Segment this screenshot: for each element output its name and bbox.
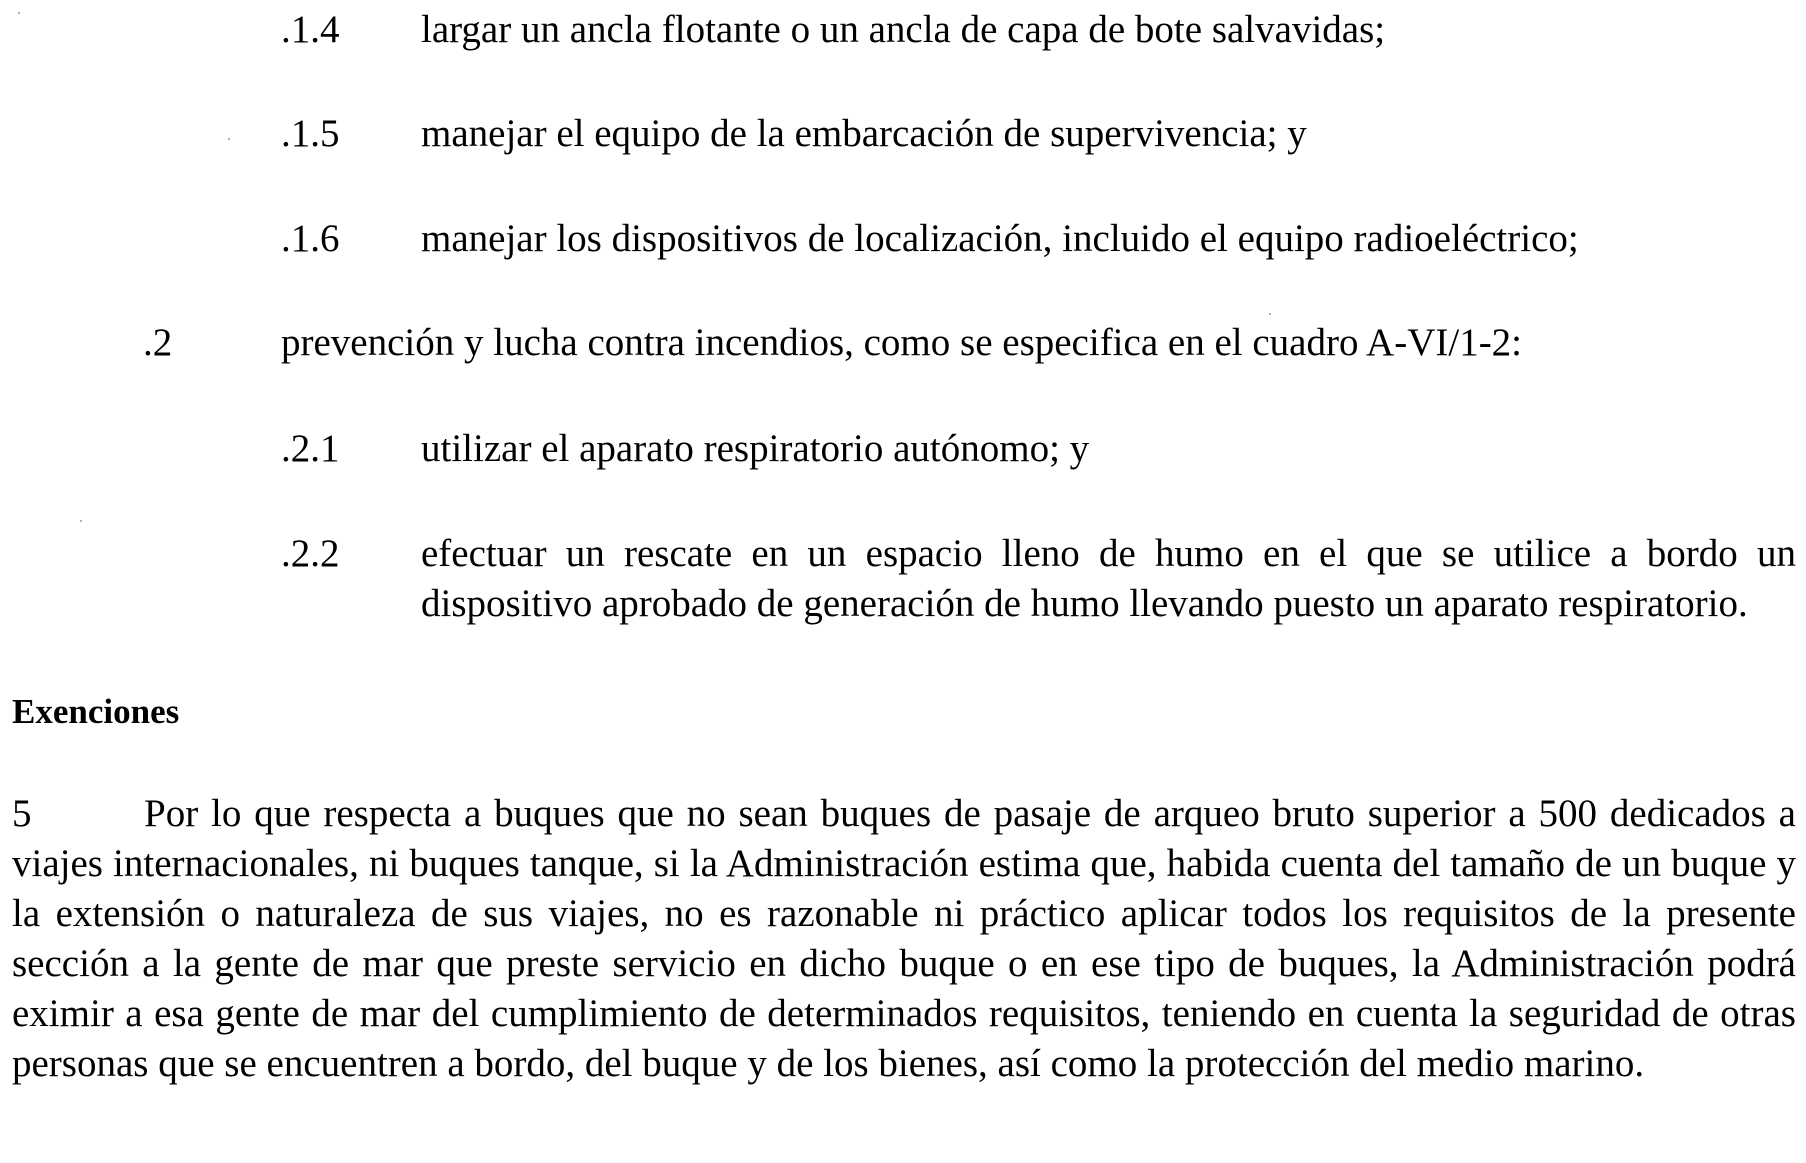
paragraph-number: 5 [12, 792, 32, 835]
item-text: prevención y lucha contra incendios, como se especifica en el cuadro A-VI/1-2: [281, 321, 1523, 364]
item-number: .2.2 [281, 532, 340, 575]
item-number: .1.6 [281, 217, 340, 260]
item-number: .2 [143, 321, 173, 364]
item-text: efectuar un rescate en un espacio lleno de humo en el que se utilice a bordo un dispositivo aprobado de generación de humo llevando puesto un aparato respiratorio. [421, 532, 1796, 625]
scan-speck [1269, 313, 1271, 315]
scan-speck [18, 12, 20, 14]
paragraph-5 [12, 789, 1796, 1089]
item-number: .2.1 [281, 427, 340, 470]
item-number: .1.4 [281, 8, 340, 51]
item-text: manejar el equipo de la embarcación de supervivencia; y [421, 112, 1307, 155]
item-text: largar un ancla flotante o un ancla de capa de bote salvavidas; [421, 8, 1386, 51]
item-text: manejar los dispositivos de localización, incluido el equipo radioeléctrico; [421, 217, 1579, 260]
item-text: utilizar el aparato respiratorio autónomo; y [421, 427, 1090, 470]
item-number: .1.5 [281, 112, 340, 155]
section-heading: Exenciones [12, 692, 180, 731]
scan-speck [80, 520, 82, 522]
paragraph-text: Por lo que respecta a buques que no sean buques de pasaje de arqueo bruto superior a 500 dedicados a viajes internacionales, ni buques tanque, si la Administración estima que, habida cuenta del tamaño de un buque y la extensión o naturaleza de sus viajes, no es razonable ni práctico aplicar todos los requisitos de la presente sección a la gente de mar que preste servicio en dicho buque o en ese tipo de buques, la Administración podrá eximir a esa gente de mar del cumplimiento de determinados requisitos, teniendo en cuenta la seguridad de otras personas que se encuentren a bordo, del buque y de los bienes, así como la protección del medio marino. [12, 792, 1796, 1085]
scan-speck [228, 138, 230, 140]
